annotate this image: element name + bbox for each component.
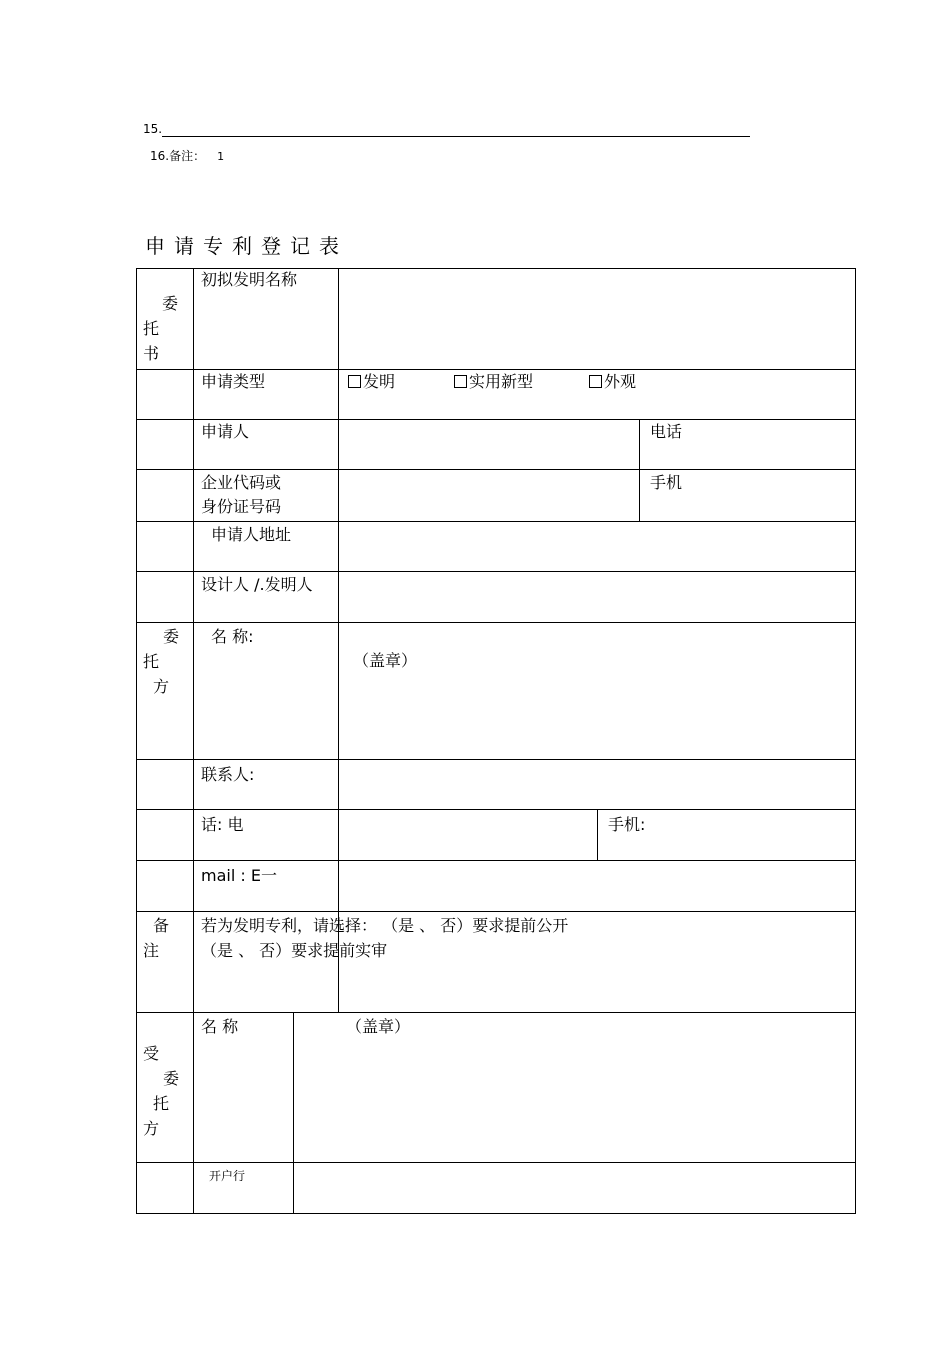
bank-label: 开户行 — [209, 1169, 246, 1183]
checkbox-icon[interactable] — [348, 375, 361, 388]
trustee-side-char: 方 — [143, 1119, 160, 1138]
code-label-line2: 身份证号码 — [201, 497, 282, 516]
item-16-note — [150, 147, 224, 164]
applicant-field[interactable] — [339, 420, 639, 469]
form-frame — [136, 268, 856, 1214]
tel-label: 话: 电 — [201, 815, 244, 834]
bank-field[interactable] — [294, 1163, 855, 1213]
row-divider — [136, 1012, 856, 1013]
type-option-invention[interactable]: 发明 — [348, 369, 395, 394]
trustee-seal-text: （盖章） — [346, 1017, 411, 1036]
address-field[interactable] — [339, 522, 855, 571]
contact-field[interactable] — [339, 760, 855, 809]
type-option-utility-model[interactable]: 实用新型 — [454, 369, 533, 394]
client-side-char: 委 — [163, 627, 180, 646]
patent-registration-form — [136, 268, 856, 1214]
client-mobile-label: 手机: — [608, 815, 646, 834]
row-divider — [136, 622, 856, 623]
client-side-char: 方 — [153, 677, 170, 696]
col-divider — [193, 268, 194, 1214]
trustee-side-char: 托 — [153, 1094, 170, 1113]
trustee-side-char: 委 — [163, 1069, 180, 1088]
entrust-book-char: 书 — [143, 344, 160, 363]
invention-name-label: 初拟发明名称 — [201, 270, 298, 289]
item-16-value: 1 — [217, 150, 225, 163]
row-divider — [136, 911, 856, 912]
code-field[interactable] — [339, 470, 639, 521]
page-title: 申请专利登记表 — [145, 234, 348, 258]
entrust-book-char: 托 — [143, 319, 160, 338]
contact-label: 联系人: — [201, 765, 255, 784]
remarks-side-char: 注 — [143, 941, 160, 960]
code-label-line1: 企业代码或 — [201, 473, 282, 492]
email-label: mail : E一 — [201, 866, 277, 885]
client-side-char: 托 — [143, 652, 160, 671]
item-15-label: 15. — [143, 122, 163, 136]
remarks-side-char: 备 — [153, 916, 170, 935]
row-divider — [136, 809, 856, 810]
col-divider — [597, 809, 598, 860]
designer-field[interactable] — [339, 572, 855, 622]
entrust-book-char: 委 — [162, 294, 179, 313]
applicant-address-label: 申请人地址 — [211, 525, 292, 544]
invention-name-field[interactable] — [339, 269, 855, 369]
remarks-line-1: 若为发明专利，请选择： （是 、 否）要求提前公开 — [201, 916, 569, 935]
mobile-label: 手机 — [650, 473, 683, 492]
applicant-label: 申请人 — [201, 422, 250, 441]
checkbox-icon[interactable] — [454, 375, 467, 388]
phone-label: 电话 — [650, 422, 683, 441]
checkbox-icon[interactable] — [589, 375, 602, 388]
application-type-label: 申请类型 — [201, 372, 266, 391]
col-divider — [639, 419, 640, 521]
email-field[interactable] — [339, 861, 855, 911]
client-seal-text: （盖章） — [353, 651, 418, 670]
trustee-side-char: 受 — [143, 1044, 160, 1063]
client-name-label: 名 称: — [211, 627, 254, 646]
designer-label: 设计人 /.发明人 — [201, 575, 313, 594]
remarks-line-2: （是 、 否）要求提前实审 — [201, 941, 388, 960]
item-16-label: 16.备注： — [150, 149, 206, 163]
type-option-design[interactable]: 外观 — [589, 369, 636, 394]
item-15-underline — [162, 136, 750, 137]
trustee-name-label: 名 称 — [201, 1017, 239, 1036]
